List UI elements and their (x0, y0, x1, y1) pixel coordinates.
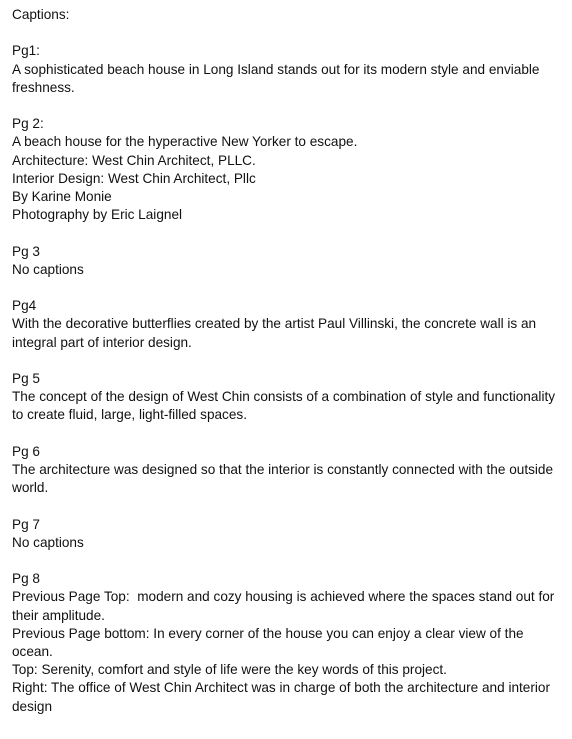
caption-line: Architecture: West Chin Architect, PLLC. (12, 152, 256, 168)
caption-section-pg4 (12, 297, 564, 352)
spacer (12, 279, 564, 297)
caption-line: No captions (12, 261, 84, 277)
caption-line: Right: The office of West Chin Architect was in charge of both the architecture and interior design (12, 680, 554, 714)
caption-line: By Karine Monie (12, 189, 112, 204)
caption-line: Top: Serenity, comfort and style of life were the key words of this project. (12, 662, 447, 678)
section-label: Pg 7 (12, 516, 40, 532)
spacer (12, 497, 564, 515)
document-heading: Captions: (12, 7, 70, 22)
caption-line: The concept of the design of West Chin consists of a combination of style and functionality to create fluid, large, light-filled spaces. (12, 389, 559, 423)
caption-line: Previous Page Top: modern and cozy housing is achieved where the spaces stand out for their amplitude. (12, 589, 559, 623)
section-label: Pg 8 (12, 571, 40, 587)
spacer (12, 552, 564, 570)
section-label: Pg4 (12, 298, 37, 314)
caption-section-pg3 (12, 243, 564, 279)
document-body (12, 6, 564, 716)
caption-section-pg2 (12, 115, 564, 224)
caption-line: A beach house for the hyperactive New Yorker to escape. (12, 134, 358, 150)
spacer (12, 425, 564, 443)
caption-section-pg8 (12, 570, 564, 716)
spacer (12, 97, 564, 115)
caption-line: Previous Page bottom: In every corner of the house you can enjoy a clear view of the ocean. (12, 625, 528, 659)
spacer (12, 352, 564, 370)
caption-line: Photography by Eric Laignel (12, 207, 183, 223)
caption-line: Interior Design: West Chin Architect, Pllc (12, 170, 256, 186)
section-label: Pg1: (12, 43, 40, 59)
spacer (12, 24, 564, 42)
section-label: Pg 2: (12, 116, 44, 132)
spacer (12, 224, 564, 242)
caption-line: With the decorative butterflies created by the artist Paul Villinski, the concrete wall is an integral part of interior design. (12, 316, 540, 350)
section-label: Pg 5 (12, 370, 40, 386)
caption-section-pg5 (12, 370, 564, 425)
caption-line: No captions (12, 534, 84, 550)
section-label: Pg 6 (12, 443, 40, 459)
caption-section-pg1 (12, 42, 564, 97)
caption-line: A sophisticated beach house in Long Island stands out for its modern style and enviable freshness. (12, 61, 544, 95)
caption-line: The architecture was designed so that the interior is constantly connected with the outside world. (12, 461, 557, 496)
section-label: Pg 3 (12, 243, 40, 259)
caption-section-pg7 (12, 516, 564, 552)
caption-section-pg6 (12, 443, 564, 498)
